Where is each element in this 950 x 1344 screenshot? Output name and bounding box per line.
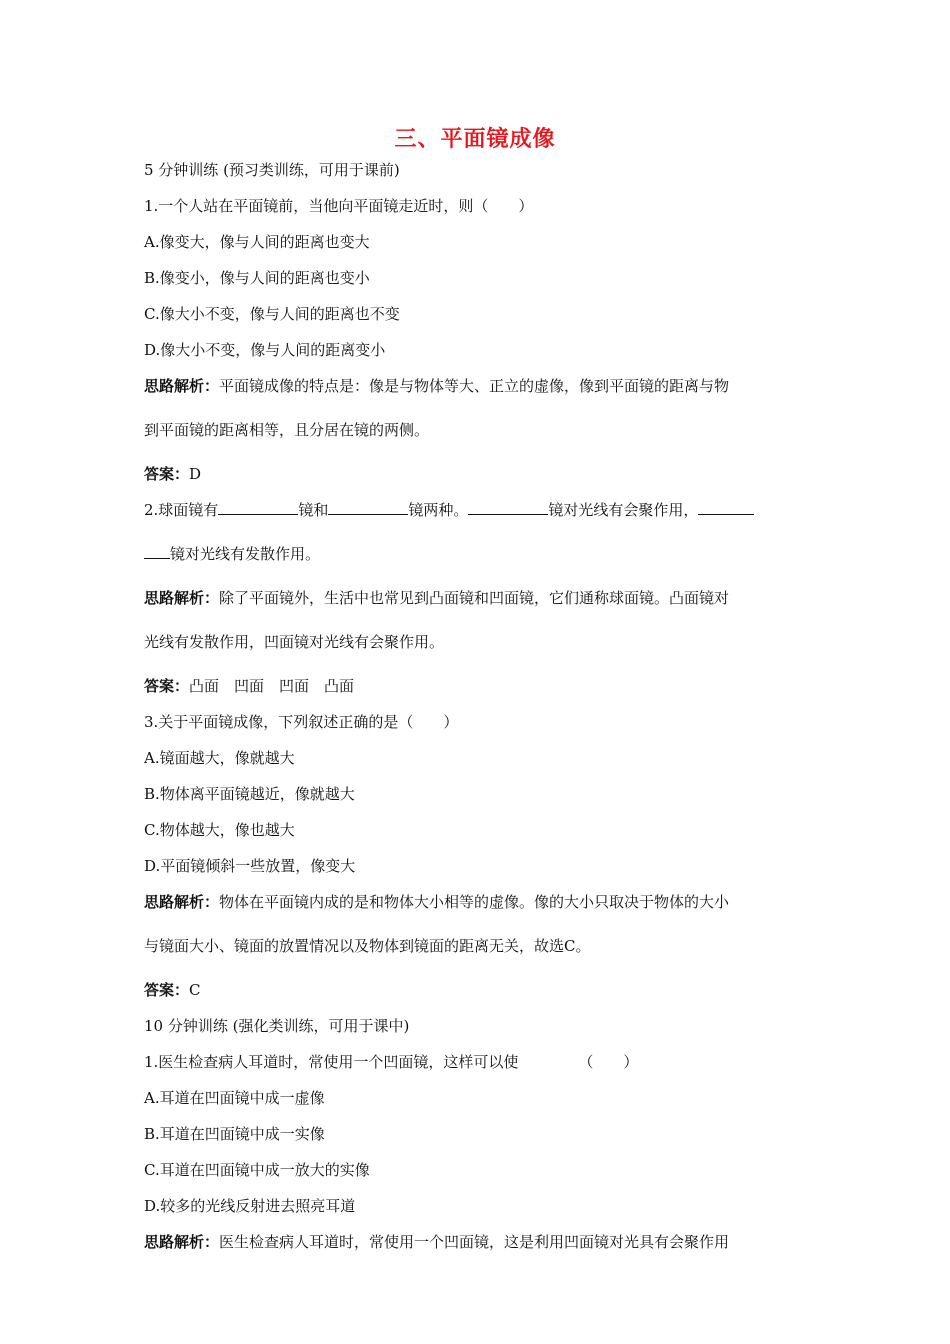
question-1-option-c: C.像大小不变，像与人间的距离也不变 [144, 305, 400, 323]
analysis-label: 思路解析： [144, 377, 220, 395]
question-3-option-a: A.镜面越大，像就越大 [144, 749, 295, 767]
s2-question-1-stem [144, 1044, 808, 1080]
answer-label: 答案： [144, 677, 190, 695]
question-3-option-d: D.平面镜倾斜一些放置，像变大 [144, 857, 356, 875]
question-3-analysis-cont: 与镜面大小、镜面的放置情况以及物体到镜面的距离无关，故选C。 [144, 937, 591, 955]
q2-text-5: 镜对光线有发散作用。 [170, 545, 321, 563]
question-1-option-a: A.像变大，像与人间的距离也变大 [144, 233, 370, 251]
document-body [144, 152, 808, 1268]
analysis-text: 平面镜成像的特点是：像是与物体等大、正立的虚像，像到平面镜的距离与物 [219, 377, 730, 395]
analysis-text: 医生检查病人耳道时，常使用一个凹面镜，这是利用凹面镜对光具有会聚作用 [219, 1233, 730, 1251]
question-1-option-b: B.像变小，像与人间的距离也变小 [144, 269, 370, 287]
question-1-answer [144, 456, 808, 492]
question-1-option-d: D.像大小不变，像与人间的距离变小 [144, 341, 386, 359]
question-1-stem: 1.一个人站在平面镜前，当他向平面镜走近时，则（ ） [144, 197, 534, 215]
s2-question-1-analysis [144, 1224, 808, 1268]
fill-blank-2[interactable] [328, 500, 408, 515]
s2-q1-stem-text: 1.医生检查病人耳道时，常使用一个凹面镜，这样可以使 [144, 1053, 519, 1071]
answer-text: 凸面 凹面 凹面 凸面 [189, 677, 355, 695]
analysis-text: 物体在平面镜内成的是和物体大小相等的虚像。像的大小只取决于物体的大小 [219, 893, 730, 911]
question-3-analysis [144, 884, 808, 928]
q2-text-3: 镜两种。 [408, 501, 469, 519]
analysis-text: 除了平面镜外，生活中也常见到凸面镜和凹面镜，它们通称球面镜。凸面镜对 [219, 589, 730, 607]
answer-label: 答案： [144, 465, 190, 483]
section-heading-5min: 5 分钟训练 (预习类训练，可用于课前) [144, 161, 400, 179]
page-title: 三、平面镜成像 [394, 127, 556, 152]
question-3-stem: 3.关于平面镜成像，下列叙述正确的是（ ） [144, 713, 459, 731]
question-3-option-c: C.物体越大，像也越大 [144, 821, 295, 839]
fill-blank-3[interactable] [468, 500, 548, 515]
s2-q1-bracket: （ ） [578, 1053, 639, 1071]
s2-question-1-option-c: C.耳道在凹面镜中成一放大的实像 [144, 1161, 370, 1179]
s2-question-1-option-d: D.较多的光线反射进去照亮耳道 [144, 1197, 356, 1215]
fill-blank-4[interactable] [698, 500, 754, 515]
fill-blank-4-cont[interactable] [144, 544, 170, 559]
answer-label: 答案： [144, 981, 190, 999]
q2-text-2: 镜和 [298, 501, 329, 519]
question-2-stem [144, 492, 808, 536]
question-2-answer [144, 668, 808, 704]
question-1-analysis [144, 368, 808, 412]
q2-text-4: 镜对光线有会聚作用， [548, 501, 699, 519]
answer-text: C [189, 981, 201, 999]
analysis-label: 思路解析： [144, 893, 220, 911]
q2-text-1: 2.球面镜有 [144, 501, 219, 519]
question-2-analysis-cont: 光线有发散作用，凹面镜对光线有会聚作用。 [144, 633, 445, 651]
question-1-analysis-cont: 到平面镜的距离相等，且分居在镜的两侧。 [144, 421, 430, 439]
s2-question-1-option-a: A.耳道在凹面镜中成一虚像 [144, 1089, 325, 1107]
question-3-option-b: B.物体离平面镜越近，像就越大 [144, 785, 355, 803]
s2-question-1-option-b: B.耳道在凹面镜中成一实像 [144, 1125, 325, 1143]
analysis-label: 思路解析： [144, 589, 220, 607]
section-heading-10min: 10 分钟训练 (强化类训练，可用于课中) [144, 1017, 410, 1035]
fill-blank-1[interactable] [218, 500, 298, 515]
question-3-answer [144, 972, 808, 1008]
answer-text: D [189, 465, 202, 483]
analysis-label: 思路解析： [144, 1233, 220, 1251]
question-2-stem-cont [144, 536, 808, 580]
question-2-analysis [144, 580, 808, 624]
